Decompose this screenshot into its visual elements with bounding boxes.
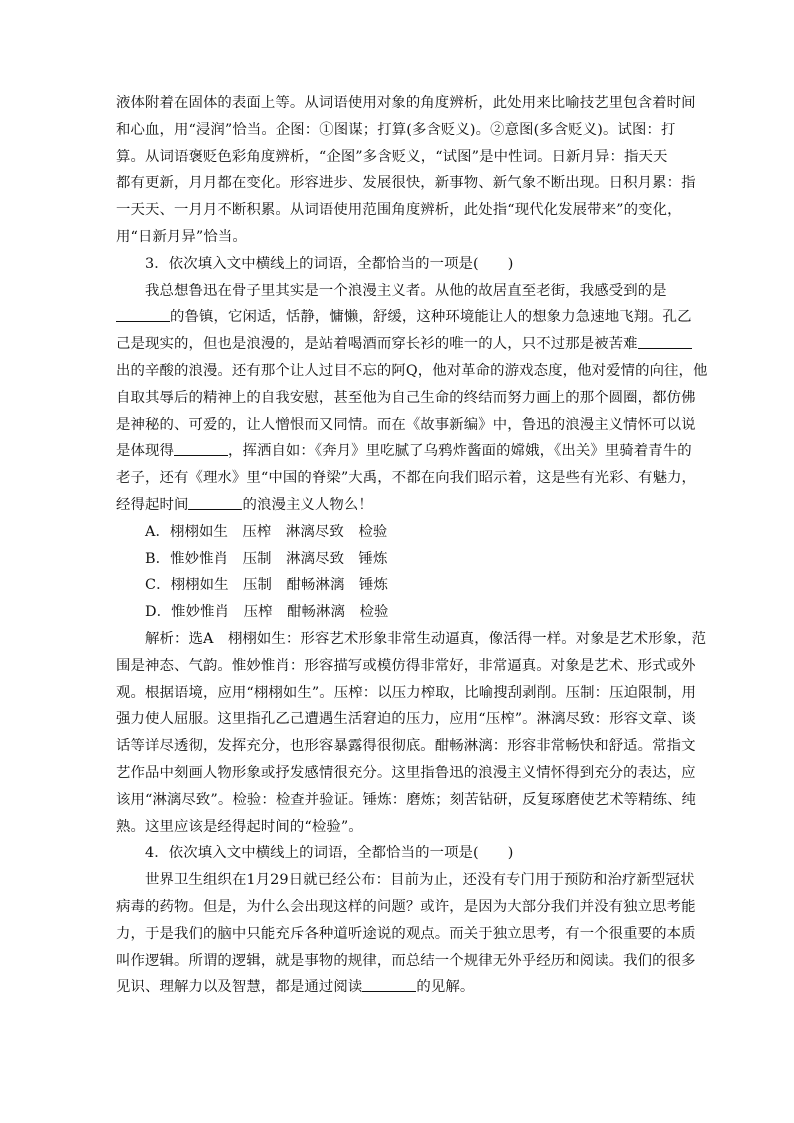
analysis-line: 话等详尽透彻，发挥充分，也形容暴露得很彻底。酣畅淋漓：形容非常畅快和舒适。常指文	[116, 738, 696, 755]
analysis-line: 观。根据语境，应用“栩栩如生”。压榨：以压力榨取，比喻搜刮剥削。压制：压迫限制，用	[116, 684, 697, 701]
text-line: 液体附着在固体的表面上等。从词语使用对象的角度辨析，此处用来比喻技艺里包含着时间	[116, 95, 696, 111]
fill-blank	[116, 305, 170, 322]
passage-text: 是体现得	[116, 443, 174, 460]
passage-line-with-blank	[116, 438, 692, 465]
passage-line: 病毒的药物。但是，为什么会出现这样的问题？或许，是因为大部分我们并没有独立思考能	[116, 898, 696, 915]
passage-line-with-blank	[116, 974, 682, 1001]
passage-text: ，挥洒自如：《奔月》里吃腻了乌鸦炸酱面的嫦娥，《出关》里骑着青牛的	[227, 443, 692, 460]
option-c: C．栩栩如生 压制 酣畅淋漓 锤炼	[145, 577, 388, 594]
passage-text: 的鲁镇，它闲适，恬静，慵懒，舒缓，这种环境能让人的想象力急速地飞翔。孔乙	[170, 309, 692, 326]
analysis-line: 熟。这里应该是经得起时间的“检验”。	[116, 818, 363, 835]
document-body	[116, 90, 708, 1001]
passage-line: 是神秘的、可爱的，让人憎恨而又同情。而在《故事新编》中，鲁迅的浪漫主义情怀可以说	[116, 416, 696, 433]
fill-blank	[638, 332, 692, 349]
passage-line-with-blank	[116, 331, 682, 358]
text-line: 算。从词语褒贬色彩角度辨析，“企图”多含贬义，“试图”是中性词。日新月异：指天天	[116, 148, 668, 165]
passage-line: 叫作逻辑。所谓的逻辑，就是事物的规律，而总结一个规律无外乎经历和阅读。我们的很多	[116, 952, 696, 969]
passage-line: 力，于是我们的脑中只能充斥各种道听途说的观点。而关于独立思考，有一个很重要的本质	[116, 925, 696, 942]
text-line: 都有更新，月月都在变化。形容进步、发展很快，新事物、新气象不断出现。日积月累：指	[116, 175, 696, 192]
passage-text: 见识、理解力以及智慧，都是通过阅读	[116, 979, 363, 996]
option-b: B．惟妙惟肖 压制 淋漓尽致 锤炼	[145, 550, 388, 567]
passage-line: 自取其辱后的精神上的自我安慰，甚至他为自己生命的终结而努力画上的那个圆圈，都仿佛	[116, 389, 696, 406]
text-line: 一天天、一月月不断积累。从词语使用范围角度辨析，此处指“现代化发展带来”的变化，	[116, 202, 682, 219]
analysis-line: 围是神态、气韵。惟妙惟肖：形容描写或模仿得非常好，非常逼真。对象是艺术、形式或外	[116, 657, 696, 674]
analysis-line: 艺作品中刻画人物形象或抒发感情很充分。这里指鲁迅的浪漫主义情怀得到充分的表达，应	[116, 764, 696, 781]
analysis-line: 强力使人屈服。这里指孔乙己遭遇生活窘迫的压力，应用“压榨”。淋漓尽致：形容文章、谈	[116, 711, 697, 728]
passage-text: 的浪漫主义人物么！	[242, 496, 373, 513]
text-line: 用“日新月异”恰当。	[116, 228, 247, 245]
fill-blank	[188, 493, 242, 510]
fill-blank	[174, 439, 228, 456]
passage-line: 老子，还有《理水》里“中国的脊梁”大禹，不都在向我们昭示着，这是些有光彩、有魅力，	[116, 470, 697, 487]
fill-blank	[362, 975, 416, 992]
passage-text: 经得起时间	[116, 496, 189, 513]
analysis-line: 该用“淋漓尽致”。检验：检查并验证。锤炼：磨炼；刻苦钻研，反复琢磨使艺术等精练、纯	[116, 791, 697, 808]
question-3-stem: 3．依次填入文中横线上的词语，全都恰当的一项是( )	[145, 255, 514, 272]
option-a: A．栩栩如生 压榨 淋漓尽致 检验	[145, 523, 388, 540]
passage-line-with-blank	[116, 304, 692, 331]
text-line: 和心血，用“浸润”恰当。企图：①图谋；打算(多含贬义)。②意图(多含贬义)。试图：打	[116, 121, 676, 138]
question-4-stem: 4．依次填入文中横线上的词语，全都恰当的一项是( )	[145, 845, 514, 862]
passage-line-with-blank	[116, 492, 682, 519]
option-d: D．惟妙惟肖 压榨 酣畅淋漓 检验	[145, 604, 389, 621]
analysis-line: 解析：选A 栩栩如生：形容艺术形象非常生动逼真，像活得一样。对象是艺术形象，范	[145, 630, 707, 647]
passage-text: 的见解。	[416, 979, 475, 996]
passage-line: 我总想鲁迅在骨子里其实是一个浪漫主义者。从他的故居直至老街，我感受到的是	[145, 282, 667, 299]
passage-text: 己是现实的，但也是浪漫的，是站着喝酒而穿长衫的唯一的人，只不过那是被苦难	[116, 336, 638, 353]
passage-line: 出的辛酸的浪漫。还有那个让人过目不忘的阿Q，他对革命的游戏态度，他对爱情的向往，他	[116, 362, 708, 379]
passage-line: 世界卫生组织在1月29日就已经公布：目前为止，还没有专门用于预防和治疗新型冠状	[145, 872, 695, 889]
